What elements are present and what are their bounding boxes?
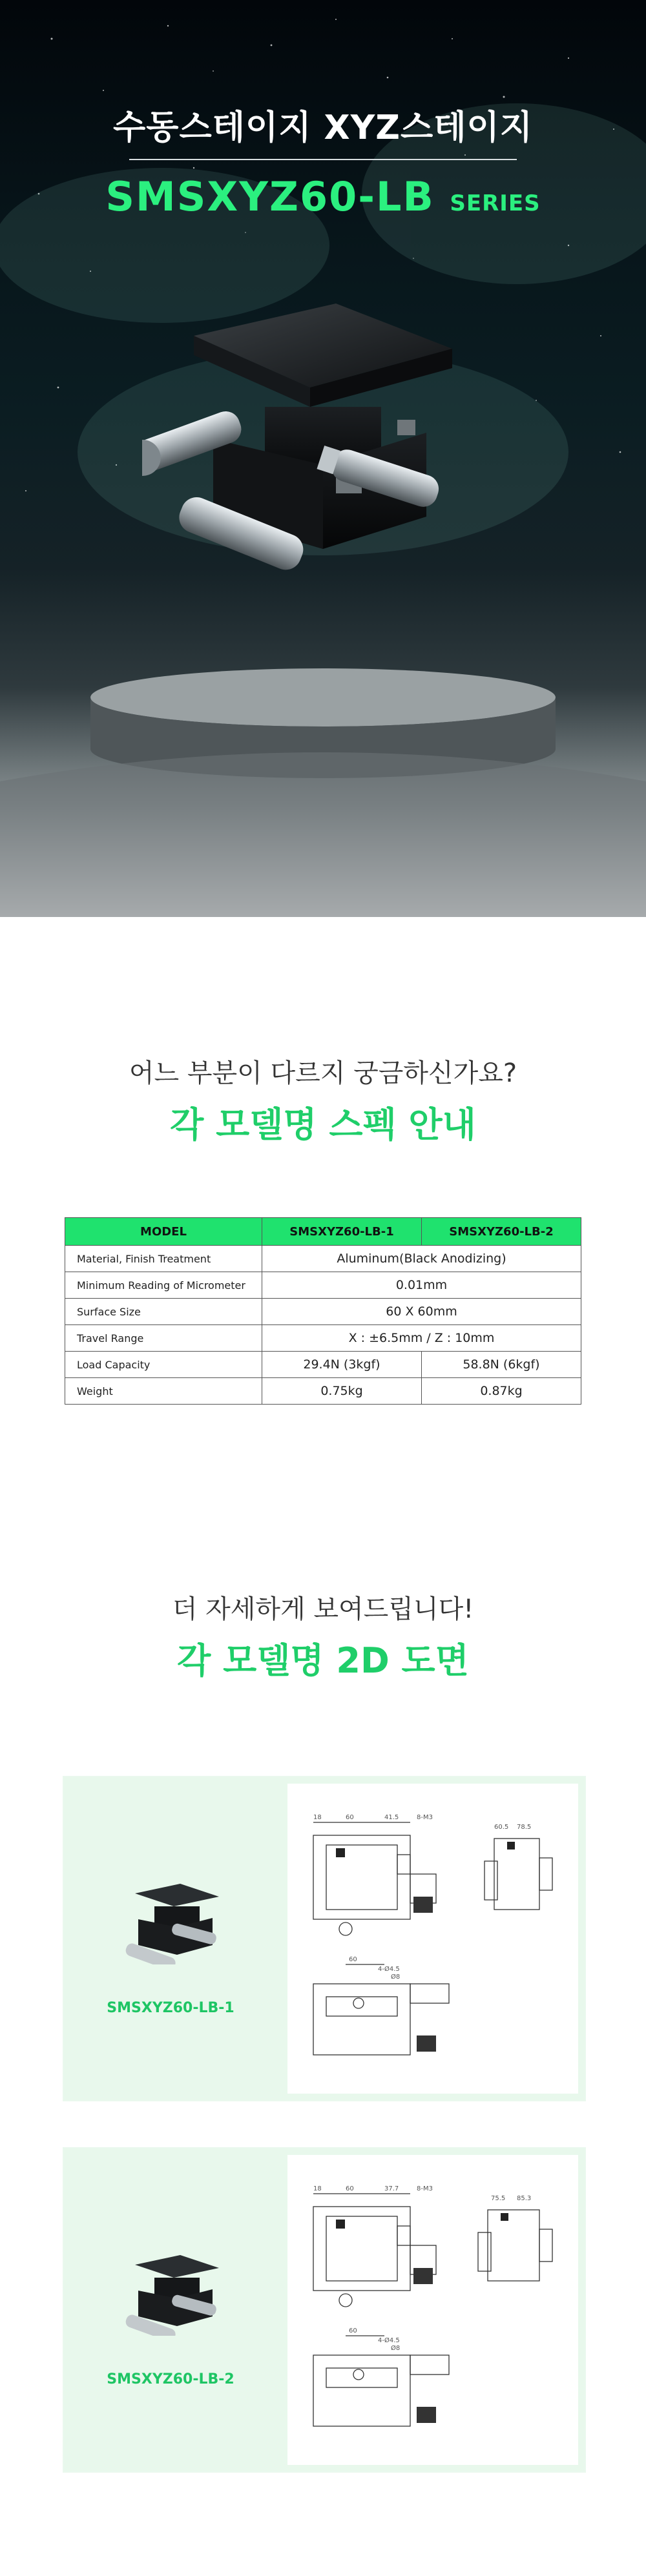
table-row — [65, 1378, 581, 1405]
spec-section-title: 각 모델명 스펙 안내 — [170, 1104, 476, 1145]
spec-value: Aluminum(Black Anodizing) — [262, 1246, 581, 1272]
spec-value: X : ±6.5mm / Z : 10mm — [262, 1325, 581, 1352]
spec-header-lb1: SMSXYZ60-LB-1 — [262, 1218, 422, 1246]
dim-label: 78.5 — [517, 1824, 532, 1831]
drawing-model-name: SMSXYZ60-LB-2 — [107, 2371, 234, 2387]
drawing-section-title: 각 모델명 2D 도면 — [177, 1640, 469, 1681]
table-row — [65, 1272, 581, 1299]
spec-section-subtitle: 어느 부분이 다르지 궁금하신가요? — [129, 1058, 517, 1088]
2d-drawing-lb2 — [287, 2155, 578, 2465]
drawing-panel-lb1 — [287, 1784, 578, 2094]
dim-label: 60 — [349, 1956, 357, 1963]
spec-label: Surface Size — [65, 1299, 262, 1325]
product-thumbnail-lb2 — [116, 2252, 232, 2336]
spec-label: Travel Range — [65, 1325, 262, 1352]
spec-label: Weight — [65, 1378, 262, 1405]
spec-value-lb1: 29.4N (3kgf) — [262, 1352, 422, 1378]
spec-table — [65, 1217, 581, 1405]
dim-label: 18 — [313, 1814, 322, 1821]
dim-label: 60 — [346, 1814, 354, 1821]
dim-label: 60 — [346, 2185, 354, 2192]
display-podium — [0, 646, 646, 917]
spec-value-lb1: 0.75kg — [262, 1378, 422, 1405]
spec-value: 0.01mm — [262, 1272, 581, 1299]
2d-drawing-lb1 — [287, 1784, 578, 2094]
hero-banner — [0, 0, 646, 917]
table-row — [65, 1352, 581, 1378]
spec-value-lb2: 58.8N (6kgf) — [422, 1352, 581, 1378]
drawing-card-lb2 — [63, 2147, 586, 2473]
table-row — [65, 1325, 581, 1352]
dim-label: 60.5 — [494, 1824, 509, 1831]
dim-label: 60 — [349, 2327, 357, 2334]
drawing-panel-lb2 — [287, 2155, 578, 2465]
dim-label: 4-Ø4.5 — [378, 2337, 400, 2344]
hero-model-text: SMSXYZ60-LB — [105, 173, 435, 220]
drawing-section-subtitle: 더 자세하게 보여드립니다! — [172, 1594, 474, 1624]
spec-value: 60 X 60mm — [262, 1299, 581, 1325]
table-row — [65, 1246, 581, 1272]
dim-label: Ø8 — [391, 1973, 401, 1981]
spec-table-header-row — [65, 1218, 581, 1246]
spec-label: Minimum Reading of Micrometer — [65, 1272, 262, 1299]
dim-label: 18 — [313, 2185, 322, 2192]
spec-header-lb2: SMSXYZ60-LB-2 — [422, 1218, 581, 1246]
hero-model-name — [0, 173, 646, 220]
spec-section-header — [0, 1053, 646, 1147]
dim-label: 85.3 — [517, 2195, 532, 2202]
dim-label: 37.7 — [384, 2185, 399, 2192]
product-thumbnail-lb1 — [116, 1880, 232, 1964]
hero-series-text: SERIES — [450, 191, 541, 216]
spec-label: Material, Finish Treatment — [65, 1246, 262, 1272]
xyz-stage-product-image — [142, 304, 504, 607]
hero-title: 수동스테이지 XYZ스테이지 — [113, 108, 533, 147]
dim-label: 8-M3 — [417, 1814, 433, 1821]
dim-label: 4-Ø4.5 — [378, 1966, 400, 1973]
dim-label: Ø8 — [391, 2345, 401, 2352]
spec-label: Load Capacity — [65, 1352, 262, 1378]
table-row — [65, 1299, 581, 1325]
hero-divider — [129, 159, 517, 160]
drawing-section-header — [0, 1589, 646, 1683]
spec-header-model: MODEL — [65, 1218, 262, 1246]
dim-label: 8-M3 — [417, 2185, 433, 2192]
drawing-model-name: SMSXYZ60-LB-1 — [107, 2000, 234, 2016]
drawing-card-lb1 — [63, 1776, 586, 2101]
dim-label: 75.5 — [491, 2195, 506, 2202]
spec-value-lb2: 0.87kg — [422, 1378, 581, 1405]
dim-label: 41.5 — [384, 1814, 399, 1821]
